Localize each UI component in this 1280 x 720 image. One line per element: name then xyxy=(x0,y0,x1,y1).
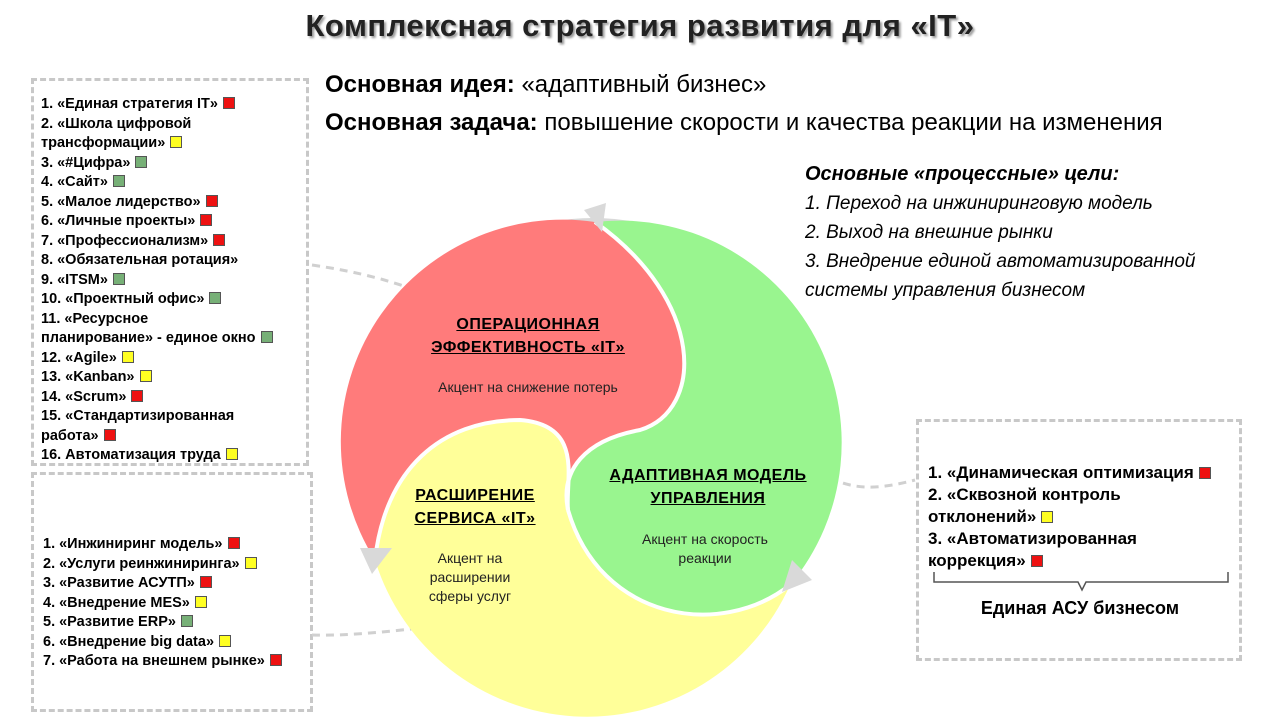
left-top-list-item-text: 1. «Единая стратегия IT» xyxy=(41,96,218,112)
left-top-list-item-text: 11. «Ресурсное xyxy=(41,310,149,327)
left-bottom-list-item-text: 5. «Развитие ERP» xyxy=(43,614,176,630)
goal-item: 3. Внедрение единой автоматизированной xyxy=(805,251,1196,272)
connector-line xyxy=(312,628,420,635)
brace xyxy=(934,572,1228,590)
left-bottom-list-item-text: 7. «Работа на внешнем рынке» xyxy=(43,653,265,669)
left-top-list-item-text: 10. «Проектный офис» xyxy=(41,291,205,307)
main-task-value: повышение скорости и качества реакции на изменения xyxy=(544,109,1163,136)
left-top-list-item-text: 3. «#Цифра» xyxy=(41,154,131,171)
left-top-list-item-text: 4. «Сайт» xyxy=(41,174,108,190)
right-list-item-text: 1. «Динамическая оптимизация xyxy=(928,463,1194,482)
left-top-list-item-text: 12. «Agile» xyxy=(41,349,117,366)
left-bottom-list-item-text: 3. «Развитие АСУТП» xyxy=(43,575,195,591)
yellow-title-line: РАСШИРЕНИЕ xyxy=(415,487,535,504)
left-top-list-item-text: 5. «Малое лидерство» xyxy=(41,193,201,210)
left-top-list-item-text: 9. «ITSM» xyxy=(41,271,108,288)
left-bottom-list-item-text: 4. «Внедрение MES» xyxy=(43,594,190,611)
main-idea-label: Основная идея: xyxy=(325,71,515,98)
left-top-list-item-text: 2. «Школа цифровой xyxy=(41,115,192,132)
yellow-sub-line: расширении xyxy=(429,569,511,585)
left-top-list-item-text: 13. «Kanban» xyxy=(41,369,135,385)
goal-item: системы управления бизнесом xyxy=(805,280,1086,301)
main-task-label: Основная задача: xyxy=(325,109,538,136)
goals-heading: Основные «процессные» цели: xyxy=(805,163,1120,185)
goal-item: 1. Переход на инжиниринговую модель xyxy=(805,193,1153,214)
red-title-line: ЭФФЕКТИВНОСТЬ «IT» xyxy=(431,339,625,356)
right-list-item-text: коррекция» xyxy=(928,551,1026,570)
yellow-title-line: СЕРВИСА «IT» xyxy=(414,510,536,527)
left-top-list-item-text: планирование» - единое окно xyxy=(41,330,256,346)
left-bottom-list-item-text: 2. «Услуги реинжиниринга» xyxy=(43,555,240,572)
left-bottom-list-item-text: 6. «Внедрение big data» xyxy=(43,633,215,650)
green-title-line: УПРАВЛЕНИЯ xyxy=(650,490,766,507)
green-segment-subtitle xyxy=(590,530,820,568)
left-top-list-item-text: 14. «Scrum» xyxy=(41,388,127,405)
right-list-item-text: отклонений» xyxy=(928,507,1037,526)
right-list-item-text: 3. «Автоматизированная xyxy=(928,529,1137,548)
green-sub-line: Акцент на скорость xyxy=(642,531,768,547)
left-top-list-item-text: 8. «Обязательная ротация» xyxy=(41,252,239,268)
page-title: Комплексная стратегия развития для «IT» xyxy=(305,8,975,43)
left-top-list-item-text: 15. «Стандартизированная xyxy=(41,408,235,424)
connector-line xyxy=(830,478,915,487)
green-title-line: АДАПТИВНАЯ МОДЕЛЬ xyxy=(609,467,807,484)
left-top-list-item-text: 7. «Профессионализм» xyxy=(41,232,209,249)
yellow-sub-line: Акцент на xyxy=(437,550,503,566)
right-caption: Единая АСУ бизнесом xyxy=(980,598,1180,618)
red-title-line: ОПЕРАЦИОННАЯ xyxy=(456,316,600,333)
yellow-segment-subtitle xyxy=(400,549,540,606)
red-segment-title xyxy=(398,313,658,359)
right-list-item-text: 2. «Сквозной контроль xyxy=(928,485,1121,504)
yellow-sub-line: сферы услуг xyxy=(428,588,512,604)
green-sub-line: реакции xyxy=(678,550,732,566)
goal-item: 2. Выход на внешние рынки xyxy=(805,222,1053,243)
left-top-list-item-text: 6. «Личные проекты» xyxy=(41,213,196,229)
green-segment-title xyxy=(578,464,838,510)
left-top-list-item-text: трансформации» xyxy=(41,135,166,151)
main-idea-value: «адаптивный бизнес» xyxy=(521,71,767,98)
left-top-list-item-text: 16. Автоматизация труда xyxy=(41,447,221,463)
red-segment-subtitle: Акцент на снижение потерь xyxy=(438,379,618,395)
left-top-list-item-text: работа» xyxy=(41,427,99,444)
left-bottom-list-item-text: 1. «Инжиниринг модель» xyxy=(43,536,223,552)
yellow-segment-title xyxy=(380,484,570,530)
